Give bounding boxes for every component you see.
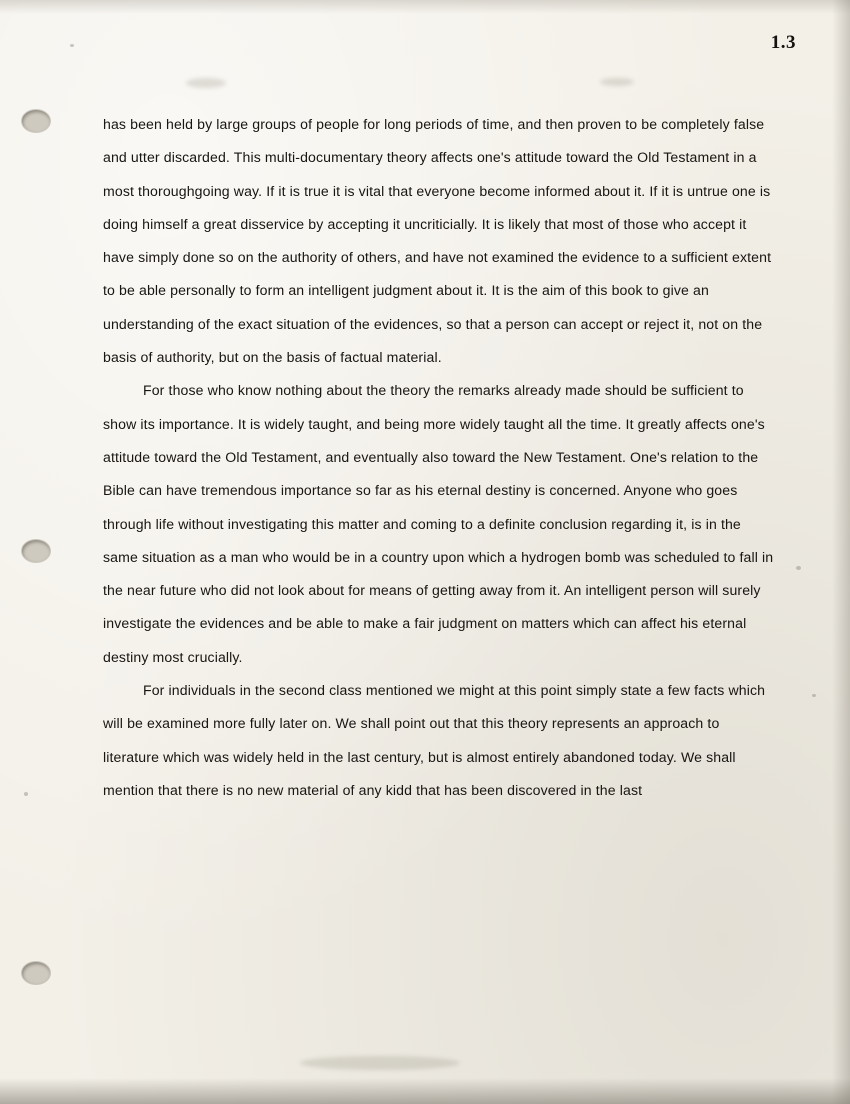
document-body	[103, 108, 775, 807]
paper-smudge	[186, 78, 226, 88]
paragraph-3: For individuals in the second class mentioned we might at this point simply state a few facts which will be examined more fully later on. We shall point out that this theory represents an approach to literature which was widely held in the last century, but is almost entirely abandoned today. We shall mention that there is no new material of any kidd that has been discovered in the last	[103, 682, 766, 798]
punch-hole-bottom	[22, 962, 50, 984]
page-top-shadow	[0, 0, 850, 14]
paper-smudge	[600, 78, 634, 86]
page-right-shadow	[832, 0, 850, 1104]
paper-speck	[70, 44, 74, 47]
paper-smudge	[300, 1056, 460, 1070]
punch-hole-top	[22, 110, 50, 132]
punch-hole-middle	[22, 540, 50, 562]
paper-speck	[812, 694, 816, 697]
page-number: 1.3	[770, 32, 796, 53]
paper-speck	[796, 566, 801, 570]
paragraph-2: For those who know nothing about the theory the remarks already made should be sufficient to show its importance. It is widely taught, and being more widely taught all the time. It greatly affects one's attitude toward the Old Testament, and eventually also toward the New Testament. One's relation to the Bible can have tremendous importance so far as his eternal destiny is concerned. Anyone who goes through life without investigating this matter and coming to a definite conclusion regarding it, is in the same situation as a man who would be in a country upon which a hydrogen bomb was scheduled to fall in the near future who did not look about for means of getting away from it. An intelligent person will surely investigate the evidences and be able to make a fair judgment on matters which can affect his eternal destiny most crucially.	[103, 382, 774, 665]
paragraph-1: has been held by large groups of people for long periods of time, and then proven to be completely false and utter discarded. This multi-documentary theory affects one's attitude toward the Old Testament in a most thoroughgoing way. If it is true it is vital that everyone become informed about it. If it is untrue one is doing himself a great disservice by accepting it uncriticially. It is likely that most of those who accept it have simply done so on the authority of others, and have not examined the evidence to a sufficient extent to be able personally to form an intelligent judgment about it. It is the aim of this book to give an understanding of the exact situation of the evidences, so that a person can accept or reject it, not on the basis of authority, but on the basis of factual material.	[103, 116, 772, 366]
page-bottom-shadow	[0, 1078, 850, 1104]
paper-speck	[24, 792, 28, 796]
